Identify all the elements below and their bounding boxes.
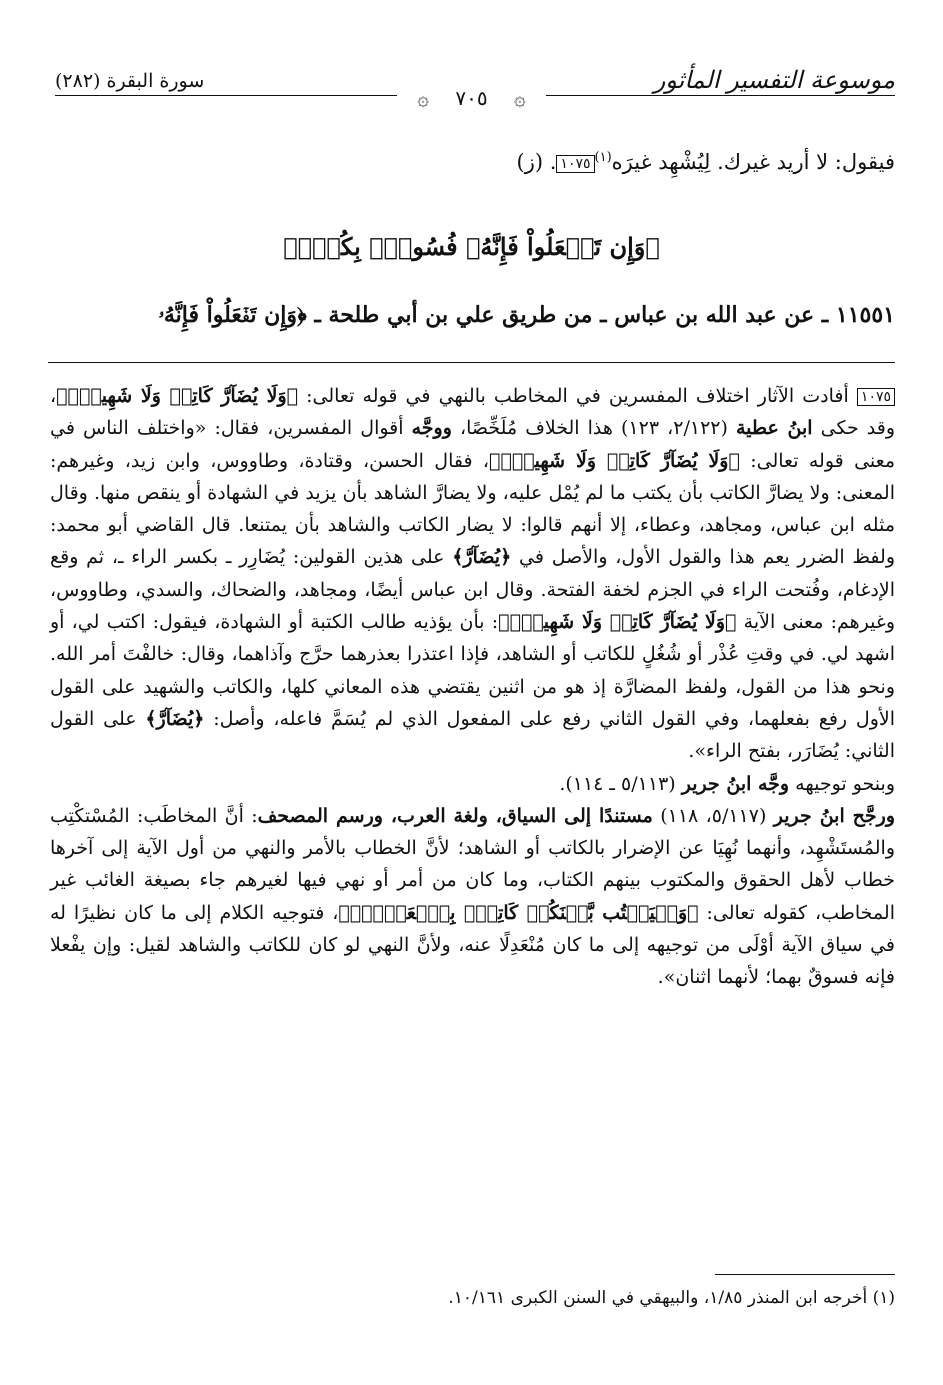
p1-segment: ﴿وَلَا يُضَآرَّ كَاتِبٞ وَلَا شَهِيدٞۚ﴾ (489, 449, 740, 472)
p1-segment: : بأن يؤذيه طالب الكتبة أو الشهادة، فيقول: اكتب لي، أو اشهد لي. في وقتِ عُذْر أو شُغُلٍ للكاتب أو الشاهد، فإذا اعتذرا بعذرهما حرَّج وآذاهما، وقال: خالفْتَ أمر الله. ونحو هذا من القول، ولفظ المضارَّة إذ هو من اثنين يقتضي هذه المعاني كلها، والكاتب والشهيد على القول الأول رفع بفعلهما، وفي القول الثاني رفع على المفعول الذي لم يُسَمَّ فاعله، وأصل: (50, 611, 896, 730)
p1-segment: (٢/١٢٢، ١٢٣) هذا الخلاف مُلَخِّصًا، (451, 417, 736, 440)
commentary-ref-box[interactable]: ١٠٧٥ (857, 388, 895, 406)
p1-segment: ﴿يُضَآرَّ﴾ (452, 546, 512, 569)
p1-segment: ﴿وَلَا يُضَآرَّ كَاتِبٞ وَلَا شَهِيدٞۚ﴾ (498, 611, 737, 634)
commentary-paragraph-2 (50, 768, 895, 800)
book-title: موسوعة التفسير المأثور (653, 66, 895, 94)
footnote-ref[interactable]: (١) (594, 150, 612, 165)
narration-verse: ﴿وَإِن تَفۡعَلُواْ فَإِنَّهُۥ (158, 302, 307, 328)
narration-number: ١١٥٥١ (835, 302, 895, 328)
ornament-right-icon: ۞ (407, 86, 439, 110)
p1-segment: ووجَّه (411, 417, 452, 440)
narration (48, 302, 895, 328)
section-separator (48, 362, 895, 363)
commentary-paragraph-3 (50, 800, 895, 994)
ornament-left-icon: ۞ (504, 86, 536, 110)
p3-segment: : أنَّ المخاطَب: المُسْتكْتِب والمُستَشْهِد، وأنهما نُهِيَا عن الإضرار بالكاتب أو الشاهد؛ لأنَّ الخطاب بالأمر والنهي من أول الآية إلى آخرها خطاب لأهل الحقوق والمكتوب بينهم الكتاب، وما كان من أمر أو نهي فيها لغيرهم جاء بصيغة الغائب غير المخاطب، كقوله تعالى: (50, 804, 895, 924)
footnote: (١) أخرجه ابن المنذر ١/٨٥، والبيهقي في السنن الكبرى ١٠/١٦١. (448, 1288, 895, 1308)
p1-segment: أفادت الآثار اختلاف المفسرين في المخاطب بالنهي في قوله تعالى: (298, 385, 849, 407)
p1-segment: ، فقال الحسن، وقتادة، وطاووس، وابن زيد، وغيرهم: المعنى: ولا يضارَّ الكاتب بأن يكتب ما لم يُمْل عليه، ولا يضارَّ الشاهد بأن يزيد في الشهادة أو ينقص منها. وقال مثله ابن عباس، ومجاهد، وعطاء، إلا أنهم قالوا: لا يضار الكاتب والشاهد بأن يمتنعا. قال القاضي أبو محمد: ولفظ الضرر يعم هذا والقول الأول، والأصل في (50, 449, 896, 569)
intro-suffix: . (ز) (516, 150, 557, 174)
p1-segment: على هذين القولين: يُضَارِر ـ بكسر الراء ـ، ثم وقع الإدغام، وفُتحت الراء في الجزم لخفة الفتحة. وقال ابن عباس أيضًا، ومجاهد، والضحاك، والسدي، وطاووس، وغيرهم: معنى الآية (50, 546, 896, 634)
p3-segment: ، فتوجيه الكلام إلى ما كان نظيرًا له في سياق الآية أوْلَى من توجيهه إلى ما كان مُنْعَدِلًا عنه، ولأنَّ النهي لو كان للكاتب والشاهد لقيل: وإن يفْعلا فإنه فسوقٌ بهما؛ لأنهما اثنان». (50, 901, 895, 989)
intro-line (50, 142, 895, 178)
p3-segment: مستندًا إلى السياق، ولغة العرب، ورسم المصحف (257, 804, 653, 827)
narration-text: ـ عن عبد الله بن عباس ـ من طريق علي بن أبي طلحة ـ (306, 302, 836, 328)
surah-label: سورة البقرة (٢٨٢) (55, 70, 205, 92)
p2-segment: (٥/١١٣ ـ ١١٤). (559, 772, 682, 795)
commentary (50, 380, 895, 994)
p2-segment: وجَّه ابنُ جرير (681, 772, 790, 795)
p1-segment: ، وقد حكى (50, 385, 895, 440)
p1-segment: أقوال المفسرين، فقال: «واختلف الناس في معنى قوله تعالى: (50, 417, 895, 472)
page-number: ٧٠٥ (445, 86, 497, 110)
p3-segment: ورجَّح ابنُ جرير (773, 804, 896, 827)
cross-ref-box[interactable]: ١٠٧٥ (556, 155, 594, 173)
p2-segment: وبنحو توجيهه (789, 772, 895, 795)
footnote-rule (715, 1274, 895, 1275)
verse-heading: ﴿وَإِن تَفۡعَلُواْ فَإِنَّهُۥ فُسُوقُۢ بِكُمۡۗ﴾ (283, 232, 660, 261)
p1-segment: ﴿يُضَآرَّ﴾ (145, 707, 205, 730)
p1-segment: ابنُ عطية (736, 417, 813, 440)
intro-text: فيقول: لا أريد غيرك. لِيُشْهِد غيرَه (611, 150, 895, 174)
p3-segment: (٥/١١٧، ١١٨) (652, 804, 774, 827)
p1-segment: على القول الثاني: يُضَارَر، بفتح الراء». (50, 707, 895, 763)
p3-segment: ﴿وَلۡيَكۡتُب بَّيۡنَكُمۡ كَاتِبُۢ بِٱلۡعَدۡلِۚ﴾ (338, 901, 699, 924)
p1-segment: ﴿وَلَا يُضَآرَّ كَاتِبٞ وَلَا شَهِيدٞۚ﴾ (56, 385, 299, 407)
commentary-paragraph-1 (50, 380, 895, 768)
page-number-row (0, 86, 943, 110)
